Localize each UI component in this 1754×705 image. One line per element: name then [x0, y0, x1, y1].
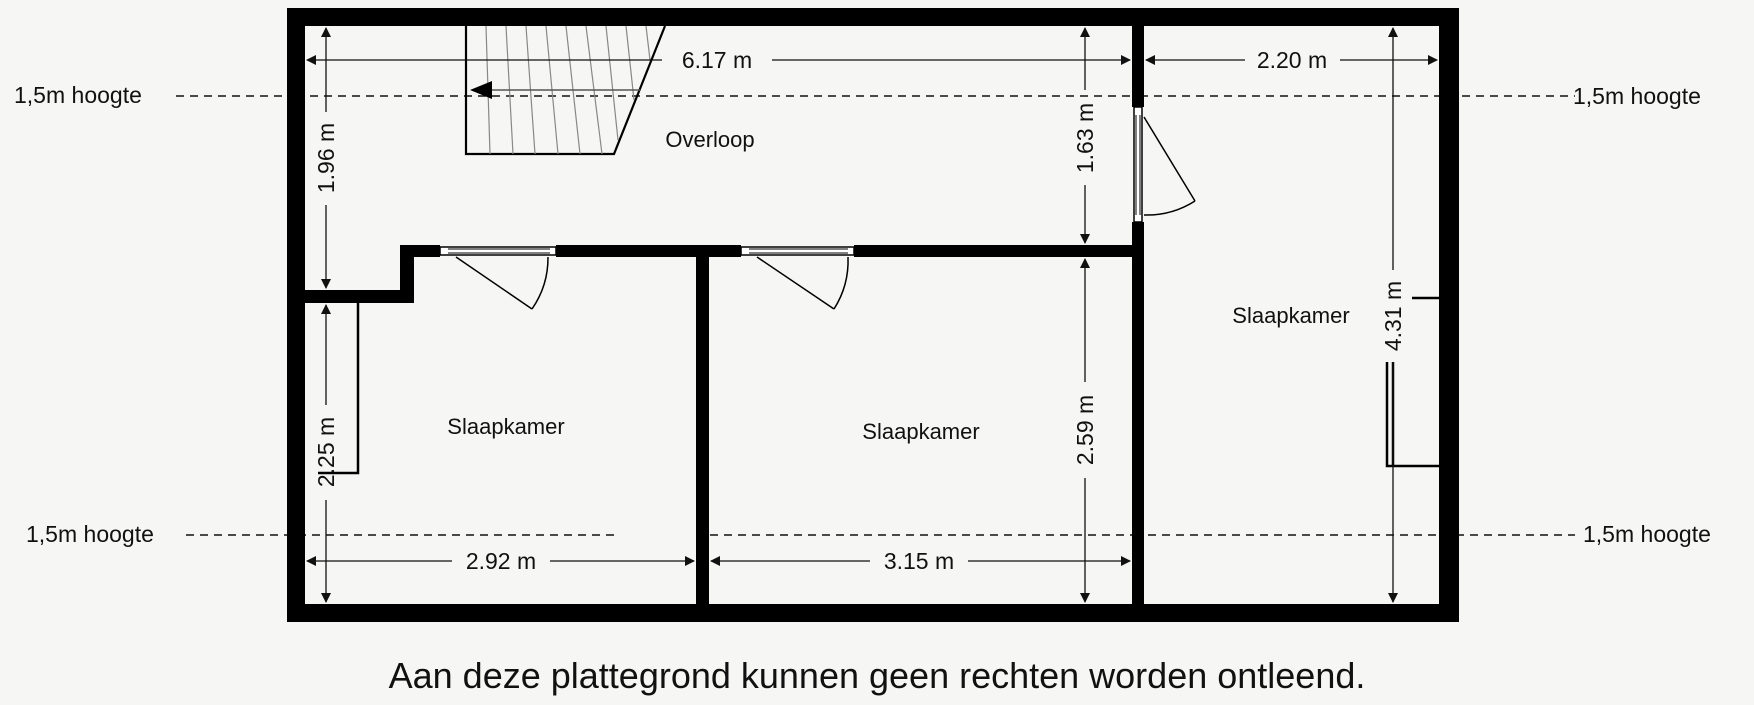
dim-label-overloop-width: 6.17 m: [681, 47, 753, 73]
height-lines: [176, 96, 1575, 535]
closet-right: [1387, 362, 1439, 466]
wall-step-horizontal: [305, 290, 414, 303]
outer-wall-bottom: [287, 604, 1459, 622]
dim-label-bedroom-middle-depth: 2.59 m: [1072, 394, 1098, 466]
interior-walls: [305, 26, 1144, 604]
wall-overloop-south-c: [854, 245, 1144, 257]
height-label-top-right: 1,5m hoogte: [1573, 83, 1701, 109]
door-bedroom-left: [440, 247, 556, 309]
height-label-bottom-right: 1,5m hoogte: [1583, 521, 1711, 547]
dim-label-overloop-depth-right: 1.63 m: [1072, 102, 1098, 174]
dim-label-bedroom-left-width: 2.92 m: [465, 548, 537, 574]
wall-overloop-bedroom-right-lower: [1132, 222, 1144, 604]
outer-wall-right: [1439, 8, 1459, 622]
dim-label-bedroom-left-depth: 2.25 m: [313, 416, 339, 488]
wall-overloop-bedroom-right-upper: [1132, 26, 1144, 107]
room-label-bedroom-middle: Slaapkamer: [862, 419, 980, 444]
height-label-top-left: 1,5m hoogte: [14, 82, 142, 108]
wall-overloop-south-b: [556, 245, 741, 257]
room-label-bedroom-left: Slaapkamer: [447, 414, 565, 439]
door-bedroom-middle: [741, 247, 854, 309]
dim-label-bedroom-middle-width: 3.15 m: [883, 548, 955, 574]
dim-label-bedroom-right-width: 2.20 m: [1256, 47, 1328, 73]
wall-bedroom-left-middle: [696, 257, 709, 604]
dim-label-overloop-depth-left: 1.96 m: [313, 122, 339, 194]
dim-label-bedroom-right-depth: 4.31 m: [1380, 280, 1406, 352]
staircase: [466, 26, 665, 154]
door-bedroom-right: [1134, 107, 1195, 222]
outer-wall-top: [287, 8, 1459, 26]
disclaimer: Aan deze plattegrond kunnen geen rechten worden ontleend.: [388, 655, 1366, 696]
height-label-bottom-left: 1,5m hoogte: [26, 521, 154, 547]
room-label-bedroom-right: Slaapkamer: [1232, 303, 1350, 328]
room-label-overloop: Overloop: [665, 127, 755, 152]
outer-wall-left: [287, 8, 305, 622]
